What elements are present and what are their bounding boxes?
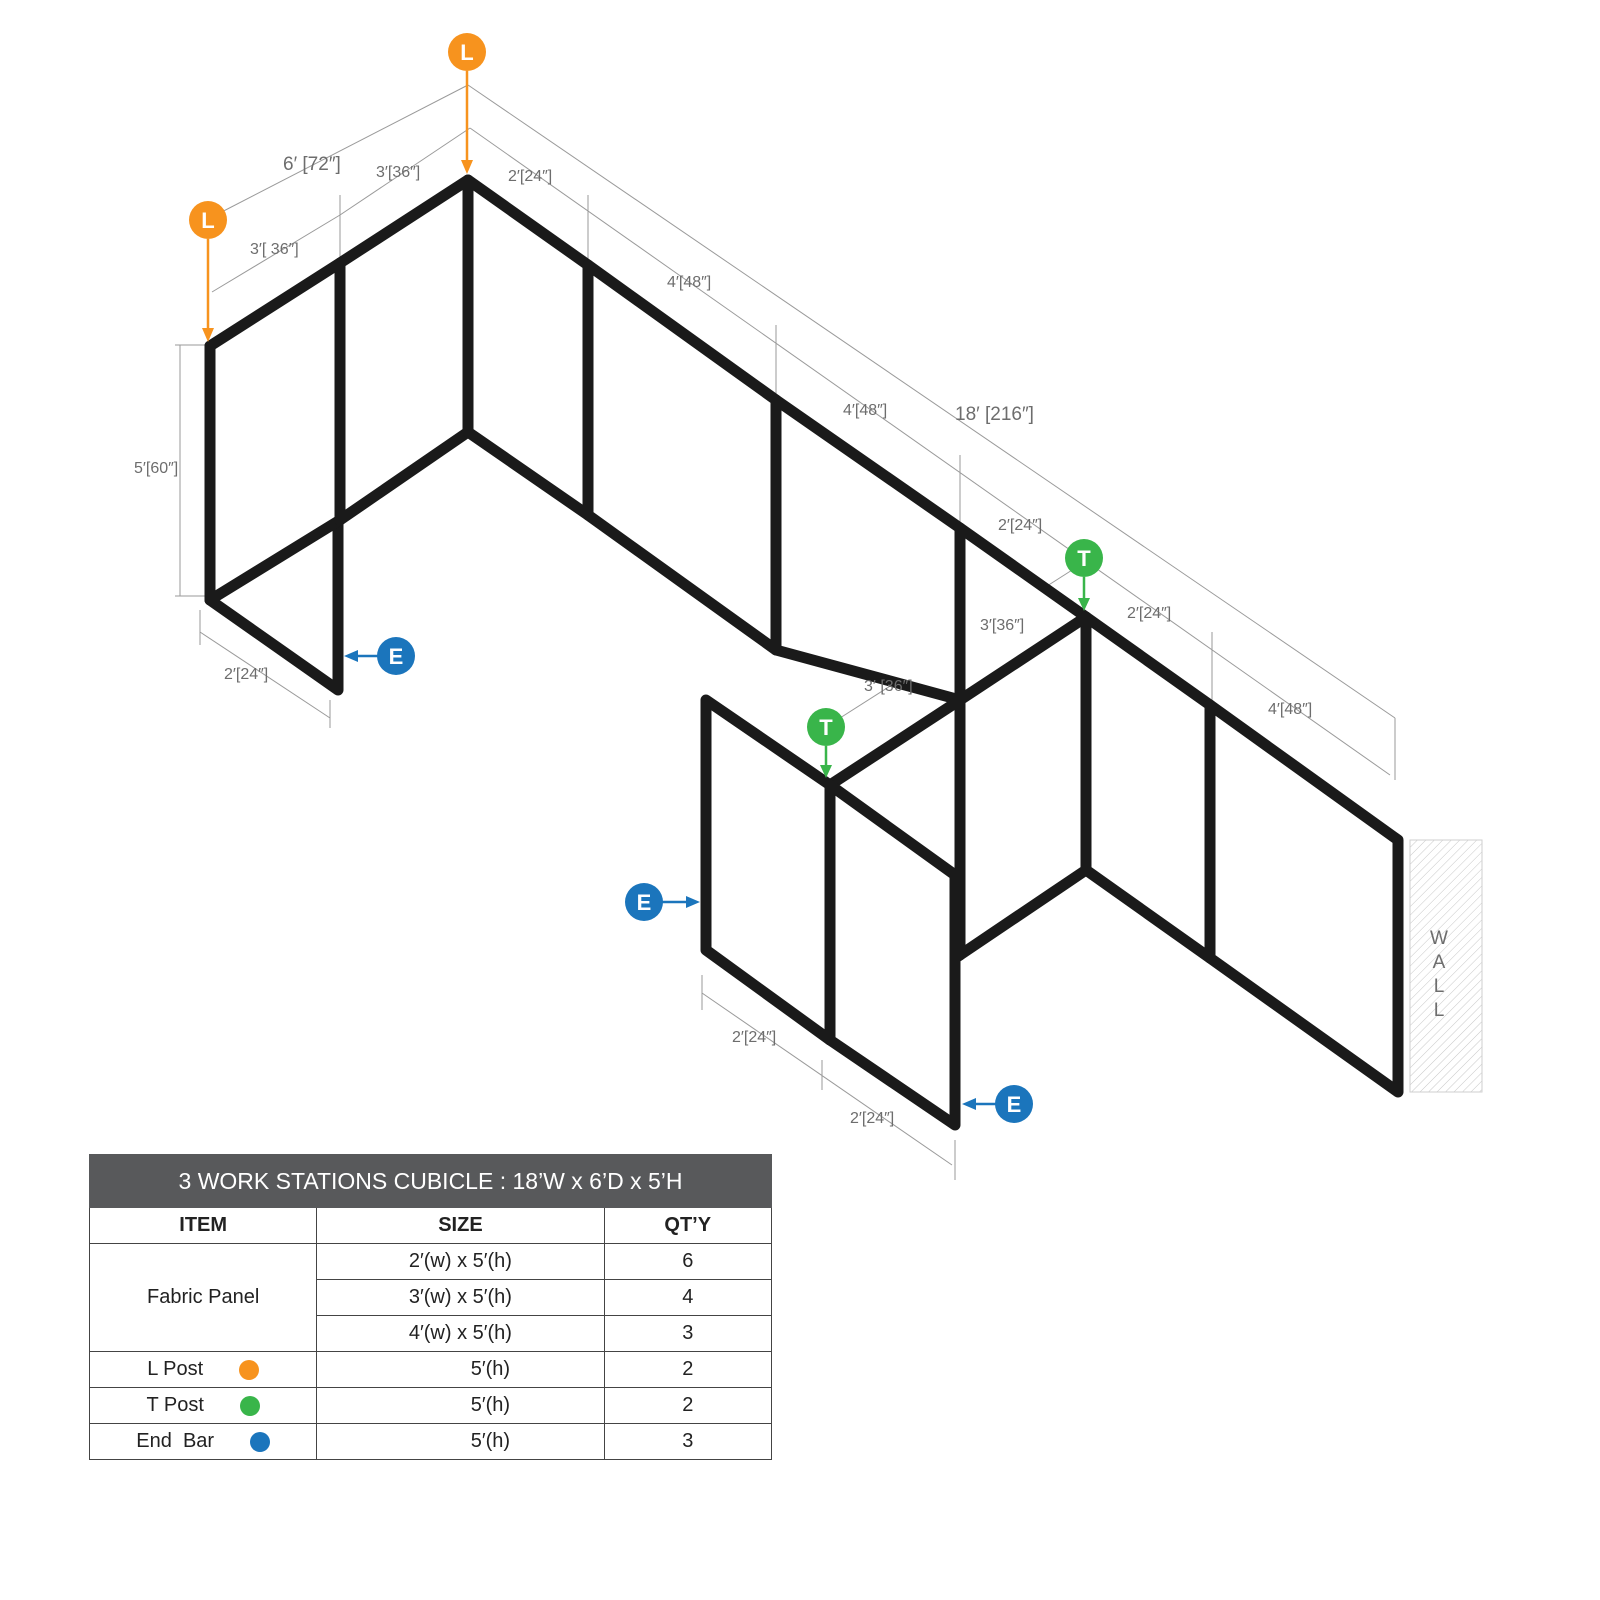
bill-of-materials-table: [89, 1154, 772, 1460]
item-label: End Bar: [136, 1430, 215, 1452]
column-header-item: ITEM: [90, 1208, 317, 1244]
l-post-marker-left: [189, 201, 227, 342]
l-post-color-dot: [239, 1360, 259, 1380]
size-cell: 5′(h): [317, 1352, 604, 1388]
qty-cell: 2: [604, 1352, 772, 1388]
svg-text:A: A: [1432, 952, 1446, 973]
dim-label: 4′[48″]: [843, 402, 888, 419]
dim-label: 2′[24″]: [508, 168, 553, 185]
dim-label: 3′ [36″]: [864, 678, 913, 695]
qty-cell: 3: [604, 1424, 772, 1460]
item-fabric-panel: Fabric Panel: [90, 1244, 317, 1352]
svg-text:E: E: [636, 890, 652, 915]
dim-label: 2′[24″]: [1127, 605, 1172, 622]
qty-cell: 4: [604, 1280, 772, 1316]
svg-text:T: T: [819, 715, 833, 740]
dim-label: 2′[24″]: [998, 517, 1043, 534]
item-label: T Post: [146, 1394, 204, 1416]
svg-text:L: L: [1433, 1000, 1445, 1021]
height-label: 5′[60″]: [134, 460, 179, 477]
fabric-panel: [706, 700, 830, 1040]
dim-label: 4′[48″]: [1268, 701, 1313, 718]
table-row: [90, 1388, 772, 1424]
fabric-panel: [468, 180, 588, 515]
size-cell: 4′(w) x 5′(h): [317, 1316, 604, 1352]
wall-hatch: [1410, 840, 1482, 1092]
qty-cell: 6: [604, 1244, 772, 1280]
l-post-marker-top: [448, 33, 486, 174]
right-workstations: [706, 400, 1398, 1125]
t-post-color-dot: [240, 1396, 260, 1416]
dim-label: 2′[24″]: [732, 1029, 777, 1046]
svg-text:L: L: [1433, 976, 1445, 997]
item-cell: [90, 1352, 317, 1388]
svg-text:E: E: [388, 644, 404, 669]
table-row: [90, 1424, 772, 1460]
end-bar-color-dot: [250, 1432, 270, 1452]
column-header-size: SIZE: [317, 1208, 604, 1244]
end-bar-marker-front-left: [625, 883, 700, 921]
svg-text:L: L: [201, 208, 215, 233]
size-cell: 3′(w) x 5′(h): [317, 1280, 604, 1316]
table-row: [90, 1244, 772, 1280]
dim-label: 3′[36″]: [980, 617, 1025, 634]
dim-label: 2′[24″]: [224, 666, 269, 683]
fabric-panel: [1086, 617, 1210, 958]
fabric-panel: [340, 180, 468, 520]
qty-cell: 3: [604, 1316, 772, 1352]
fabric-panel: [588, 265, 776, 650]
overall-depth-label: 6′ [72″]: [283, 154, 341, 175]
dim-label: 3′[ 36″]: [250, 241, 299, 258]
size-cell: 5′(h): [317, 1388, 604, 1424]
svg-text:T: T: [1077, 546, 1091, 571]
dim-label: 2′[24″]: [850, 1110, 895, 1127]
table-row: [90, 1352, 772, 1388]
qty-cell: 2: [604, 1388, 772, 1424]
item-cell: [90, 1424, 317, 1460]
end-bar-marker-left: [344, 637, 415, 675]
size-cell: 5′(h): [317, 1424, 604, 1460]
size-cell: 2′(w) x 5′(h): [317, 1244, 604, 1280]
end-bar-marker-front-right: [962, 1085, 1033, 1123]
dim-label: 3′[36″]: [376, 164, 421, 181]
fabric-panel: [776, 400, 960, 700]
dim-label: 4′[48″]: [667, 274, 712, 291]
svg-text:W: W: [1430, 928, 1448, 949]
table-title: 3 WORK STATIONS CUBICLE : 18’W x 6’D x 5’H: [90, 1155, 772, 1208]
fabric-panel: [1210, 705, 1398, 1092]
column-header-qty: QT’Y: [604, 1208, 772, 1244]
svg-text:L: L: [460, 40, 474, 65]
svg-text:E: E: [1006, 1092, 1022, 1117]
item-label: L Post: [147, 1358, 204, 1380]
overall-width-label: 18′ [216″]: [955, 404, 1034, 425]
item-cell: [90, 1388, 317, 1424]
